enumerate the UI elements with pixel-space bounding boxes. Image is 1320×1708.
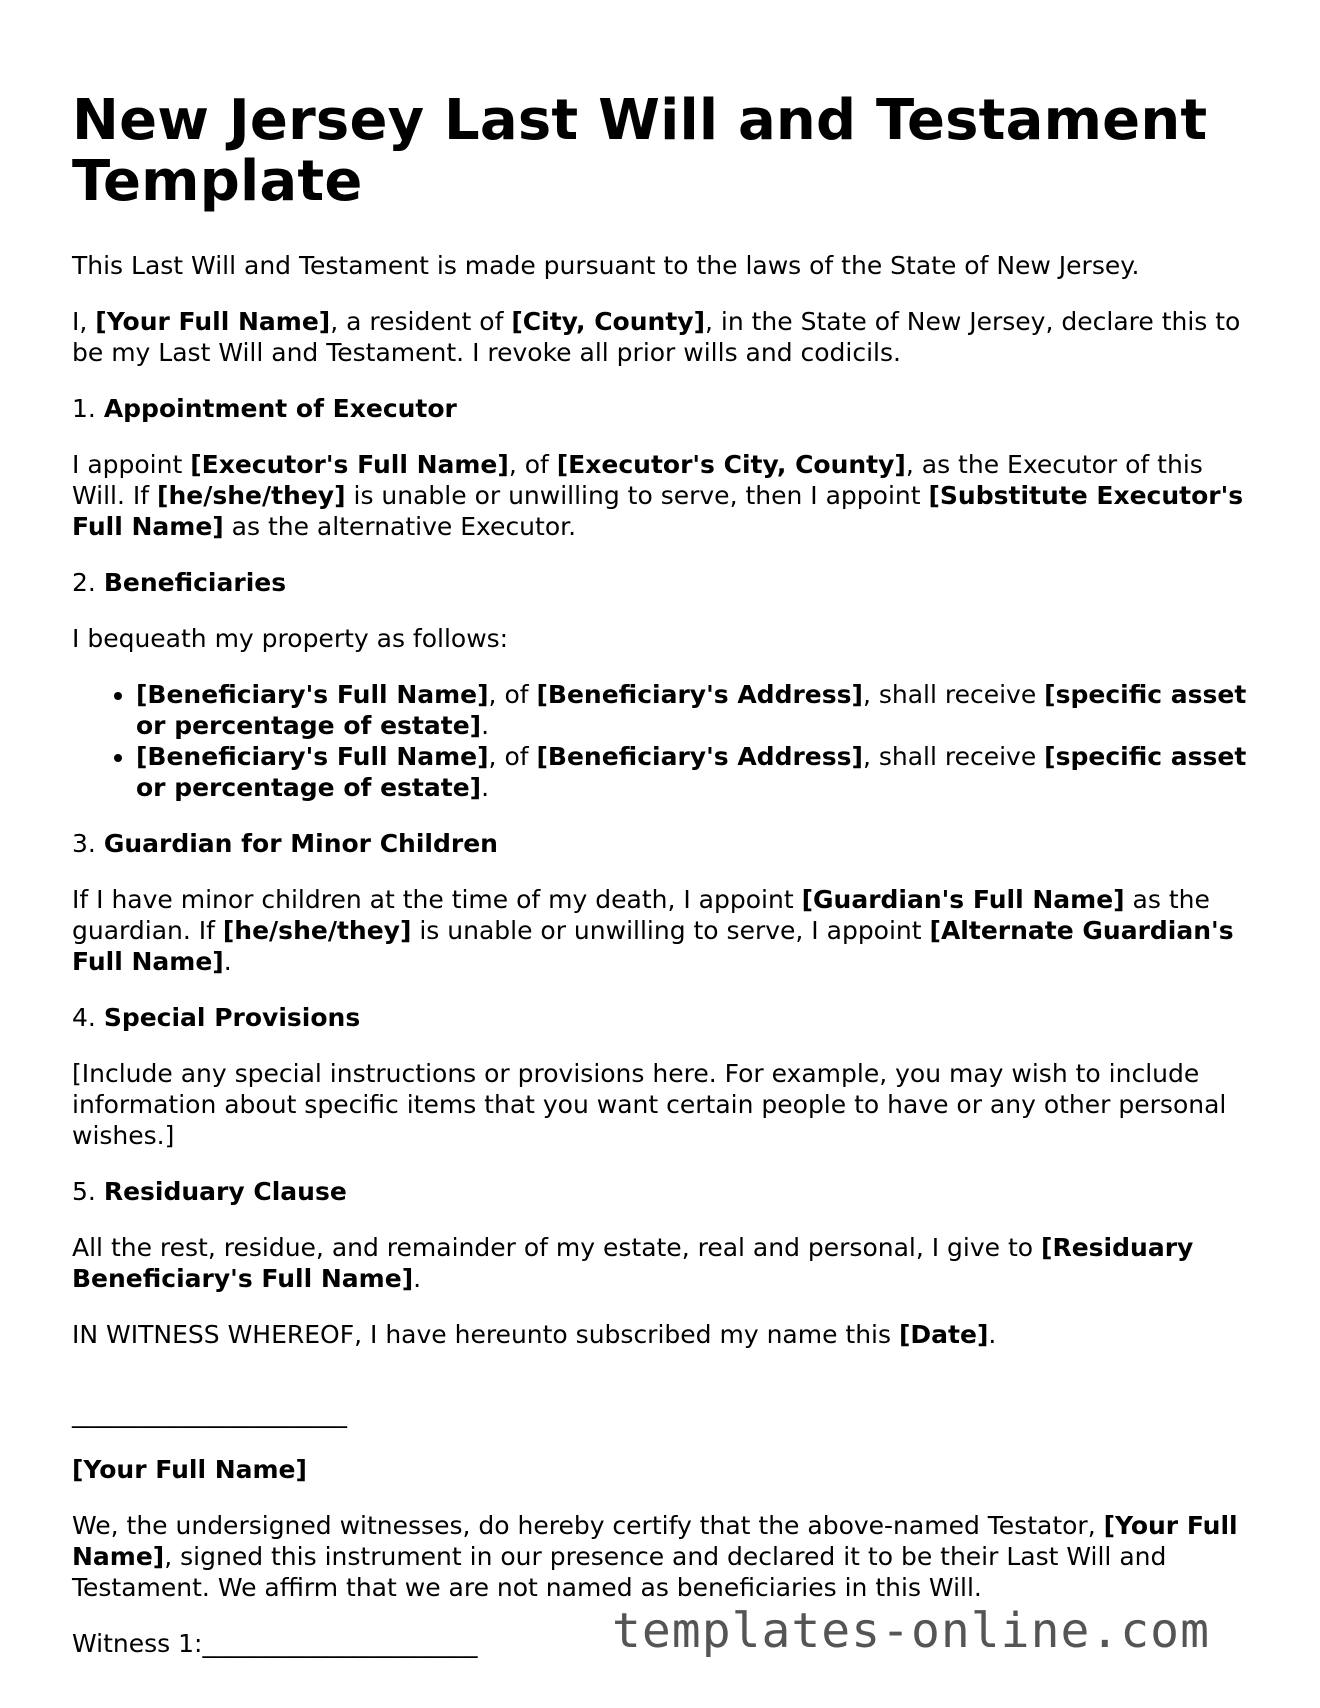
beneficiary-text-3: .: [481, 773, 490, 802]
beneficiary-text-2: , shall receive: [862, 742, 1045, 771]
signature-line: ______________________: [72, 1399, 347, 1428]
will-document: [72, 90, 1252, 1659]
beneficiary-placeholder-name: [Beneficiary's Full Name]: [136, 680, 489, 709]
section-title: Residuary Clause: [103, 1177, 347, 1206]
attestation-paragraph: [72, 1510, 1252, 1603]
attestation-placeholder-name: [Your Full Name]: [72, 1511, 1238, 1571]
executor-placeholder-substitute: [Substitute Executor's Full Name]: [72, 481, 1244, 541]
section-residuary-heading: [72, 1176, 1252, 1207]
beneficiary-placeholder-address: [Beneficiary's Address]: [536, 742, 863, 771]
witness-whereof-text-1: IN WITNESS WHEREOF, I have hereunto subscribed my name this: [72, 1320, 899, 1349]
guardian-paragraph: [72, 884, 1252, 977]
beneficiary-placeholder-name: [Beneficiary's Full Name]: [136, 742, 489, 771]
signer-name: [72, 1454, 1252, 1485]
witness-whereof-paragraph: [72, 1319, 1252, 1350]
executor-text-2: , of: [508, 450, 557, 479]
intro-paragraph: This Last Will and Testament is made pursuant to the laws of the State of New Jersey.: [72, 251, 1140, 280]
list-item: [136, 679, 1252, 741]
beneficiaries-lead: I bequeath my property as follows:: [72, 624, 509, 653]
signer-name-placeholder: [Your Full Name]: [72, 1455, 307, 1484]
section-title: Beneficiaries: [103, 568, 287, 597]
declaration-text-2: , a resident of: [330, 307, 512, 336]
special-provisions-paragraph: [Include any special instructions or provisions here. For example, you may wish to include information about specific items that you want certain people to have or any other personal wishes.]: [72, 1059, 1227, 1150]
executor-paragraph: [72, 449, 1252, 542]
guardian-text-1: If I have minor children at the time of my death, I appoint: [72, 885, 802, 914]
beneficiaries-list: [72, 679, 1252, 803]
executor-text-1: I appoint: [72, 450, 191, 479]
executor-text-3: , as the Executor of this Will. If: [72, 450, 1203, 510]
executor-text-4: is unable or unwilling to serve, then I appoint: [345, 481, 929, 510]
section-number: 4.: [72, 1003, 104, 1032]
section-guardian-heading: [72, 828, 1252, 859]
declaration-placeholder-name: [Your Full Name]: [95, 307, 331, 336]
declaration-text-1: I,: [72, 307, 96, 336]
residuary-placeholder-name: [Residuary Beneficiary's Full Name]: [72, 1233, 1194, 1293]
guardian-placeholder-name: [Guardian's Full Name]: [801, 885, 1125, 914]
section-title: Special Provisions: [103, 1003, 361, 1032]
section-special-heading: [72, 1002, 1252, 1033]
witness-1-line: ______________________: [202, 1629, 478, 1658]
attestation-text-2: , signed this instrument in our presence and declared it to be their Last Will and Testament. We affirm that we are not named as beneficiaries in this Will.: [72, 1542, 1167, 1602]
section-beneficiaries-heading: [72, 567, 1252, 598]
beneficiary-placeholder-asset: [specific asset or percentage of estate]: [136, 680, 1247, 740]
beneficiary-placeholder-asset: [specific asset or percentage of estate]: [136, 742, 1247, 802]
section-title: Guardian for Minor Children: [103, 829, 498, 858]
section-number: 5.: [72, 1177, 104, 1206]
watermark-text: templates-online.com: [612, 1603, 1210, 1659]
document-title: New Jersey Last Will and Testament Template: [72, 88, 1208, 214]
witness-whereof-text-2: .: [988, 1320, 997, 1349]
executor-text-5: as the alternative Executor.: [223, 512, 577, 541]
residuary-text-2: .: [413, 1264, 422, 1293]
section-number: 3.: [72, 829, 104, 858]
guardian-text-3: is unable or unwilling to serve, I appoint: [411, 916, 930, 945]
beneficiary-text-3: .: [481, 711, 490, 740]
executor-placeholder-city: [Executor's City, County]: [556, 450, 906, 479]
declaration-placeholder-city: [City, County]: [511, 307, 705, 336]
list-item: [136, 741, 1252, 803]
date-placeholder: [Date]: [898, 1320, 989, 1349]
guardian-placeholder-alternate: [Alternate Guardian's Full Name]: [72, 916, 1234, 976]
beneficiary-text-1: , of: [488, 742, 537, 771]
beneficiary-text-2: , shall receive: [862, 680, 1045, 709]
section-title: Appointment of Executor: [103, 394, 457, 423]
executor-placeholder-name: [Executor's Full Name]: [190, 450, 509, 479]
guardian-placeholder-pronoun: [he/she/they]: [222, 916, 412, 945]
beneficiary-text-1: , of: [488, 680, 537, 709]
residuary-text-1: All the rest, residue, and remainder of my estate, real and personal, I give to: [72, 1233, 1042, 1262]
witness-1-label: Witness 1:: [72, 1629, 203, 1658]
section-number: 1.: [72, 394, 104, 423]
section-executor-heading: [72, 393, 1252, 424]
declaration-text-3: , in the State of New Jersey, declare this to be my Last Will and Testament. I revoke all prior wills and codicils.: [72, 307, 1241, 367]
section-number: 2.: [72, 568, 104, 597]
residuary-paragraph: [72, 1232, 1252, 1294]
attestation-text-1: We, the undersigned witnesses, do hereby certify that the above-named Testator,: [72, 1511, 1104, 1540]
guardian-text-4: .: [223, 947, 232, 976]
guardian-text-2: as the guardian. If: [72, 885, 1210, 945]
executor-placeholder-pronoun: [he/she/they]: [157, 481, 346, 510]
declaration-paragraph: [72, 306, 1252, 368]
beneficiary-placeholder-address: [Beneficiary's Address]: [536, 680, 863, 709]
